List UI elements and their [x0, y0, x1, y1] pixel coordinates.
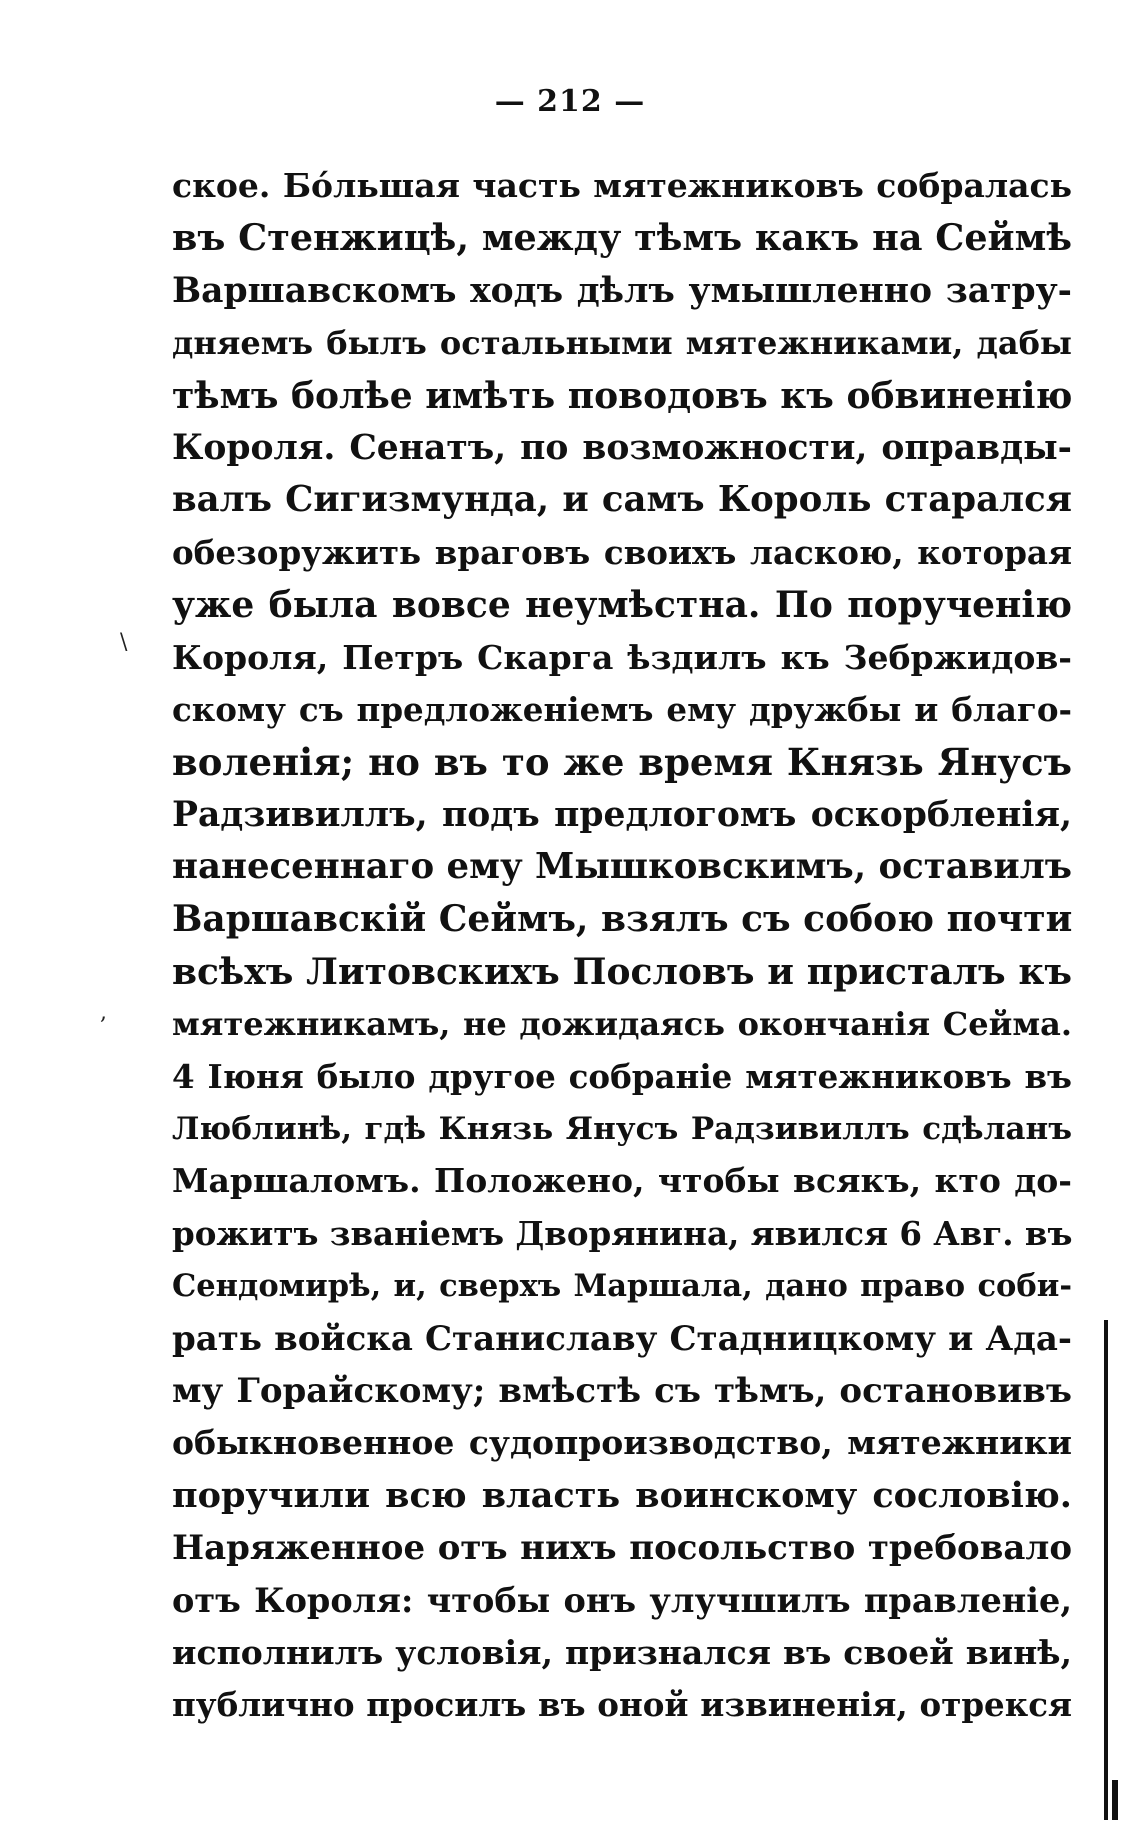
text-line: Короля, Петръ Скарга ѣздилъ къ Зебржидов-: [172, 637, 1072, 677]
text-line: мятежникамъ, не дожидаясь окончанія Сейма.: [172, 1005, 1072, 1044]
text-line: валъ Сигизмунда, и самъ Король старался: [172, 479, 1072, 521]
text-line: дняемъ былъ остальными мятежниками, дабы: [172, 324, 1072, 363]
text-line: Радзивиллъ, подъ предлогомъ оскорбленія,: [172, 794, 1072, 835]
text-line: рожитъ званіемъ Дворянина, явился 6 Авг. въ: [172, 1213, 1073, 1253]
text-line: му Горайскому; вмѣстѣ съ тѣмъ, остановивъ: [172, 1370, 1072, 1411]
text-line: Наряженное отъ нихъ посольство требовало: [172, 1528, 1072, 1569]
text-line: обезоружить враговъ своихъ ласкою, которая: [172, 532, 1072, 572]
text-line: исполнилъ условія, признался въ своей винѣ,: [172, 1632, 1072, 1672]
text-line: 4 Іюня было другое собраніе мятежниковъ въ: [172, 1056, 1072, 1096]
text-line: воленія; но въ то же время Князь Янусъ: [172, 740, 1072, 785]
text-line: нанесеннаго ему Мышковскимъ, оставилъ: [172, 846, 1072, 888]
text-line: Варшавскомъ ходъ дѣлъ умышленно затру-: [172, 270, 1072, 311]
page-body-text: [172, 160, 1072, 1732]
margin-mark: \: [120, 630, 128, 655]
text-line: Короля. Сенатъ, по возможности, оправды-: [172, 427, 1072, 468]
text-line: скому съ предложеніемъ ему дружбы и благо-: [172, 689, 1072, 729]
text-line: ское. Бóльшая часть мятежниковъ собралась: [172, 166, 1072, 205]
page-edge-shadow: [1112, 1780, 1118, 1820]
page-number: — 212 —: [494, 84, 646, 119]
text-line: обыкновенное судопроизводство, мятежники: [172, 1423, 1072, 1463]
text-line: Маршаломъ. Положено, чтобы всякъ, кто до-: [172, 1161, 1072, 1201]
text-line: публично просилъ въ оной извиненія, отрекся: [172, 1685, 1072, 1725]
text-line: въ Стенжицѣ, между тѣмъ какъ на Сеймѣ: [172, 216, 1072, 260]
text-line: уже была вовсе неумѣстна. По порученію: [172, 584, 1072, 627]
text-line: Варшавскій Сеймъ, взялъ съ собою почти: [172, 898, 1073, 941]
text-line: поручили всю власть воинскому сословію.: [172, 1474, 1072, 1516]
text-line: отъ Короля: чтобы онъ улучшилъ правленіе,: [172, 1580, 1072, 1620]
text-line: всѣхъ Литовскихъ Пословъ и присталъ къ: [172, 950, 1072, 993]
text-line: Люблинѣ, гдѣ Князь Янусъ Радзивиллъ сдѣланъ: [172, 1111, 1072, 1148]
margin-mark: ,: [100, 1000, 107, 1025]
text-line: Сендомирѣ, и, сверхъ Маршала, дано право соби-: [172, 1268, 1072, 1305]
text-line: тѣмъ болѣе имѣть поводовъ къ обвиненію: [172, 374, 1073, 417]
page-edge-shadow: [1104, 1320, 1108, 1820]
text-line: рать войска Станиславу Стадницкому и Ада-: [172, 1318, 1072, 1359]
